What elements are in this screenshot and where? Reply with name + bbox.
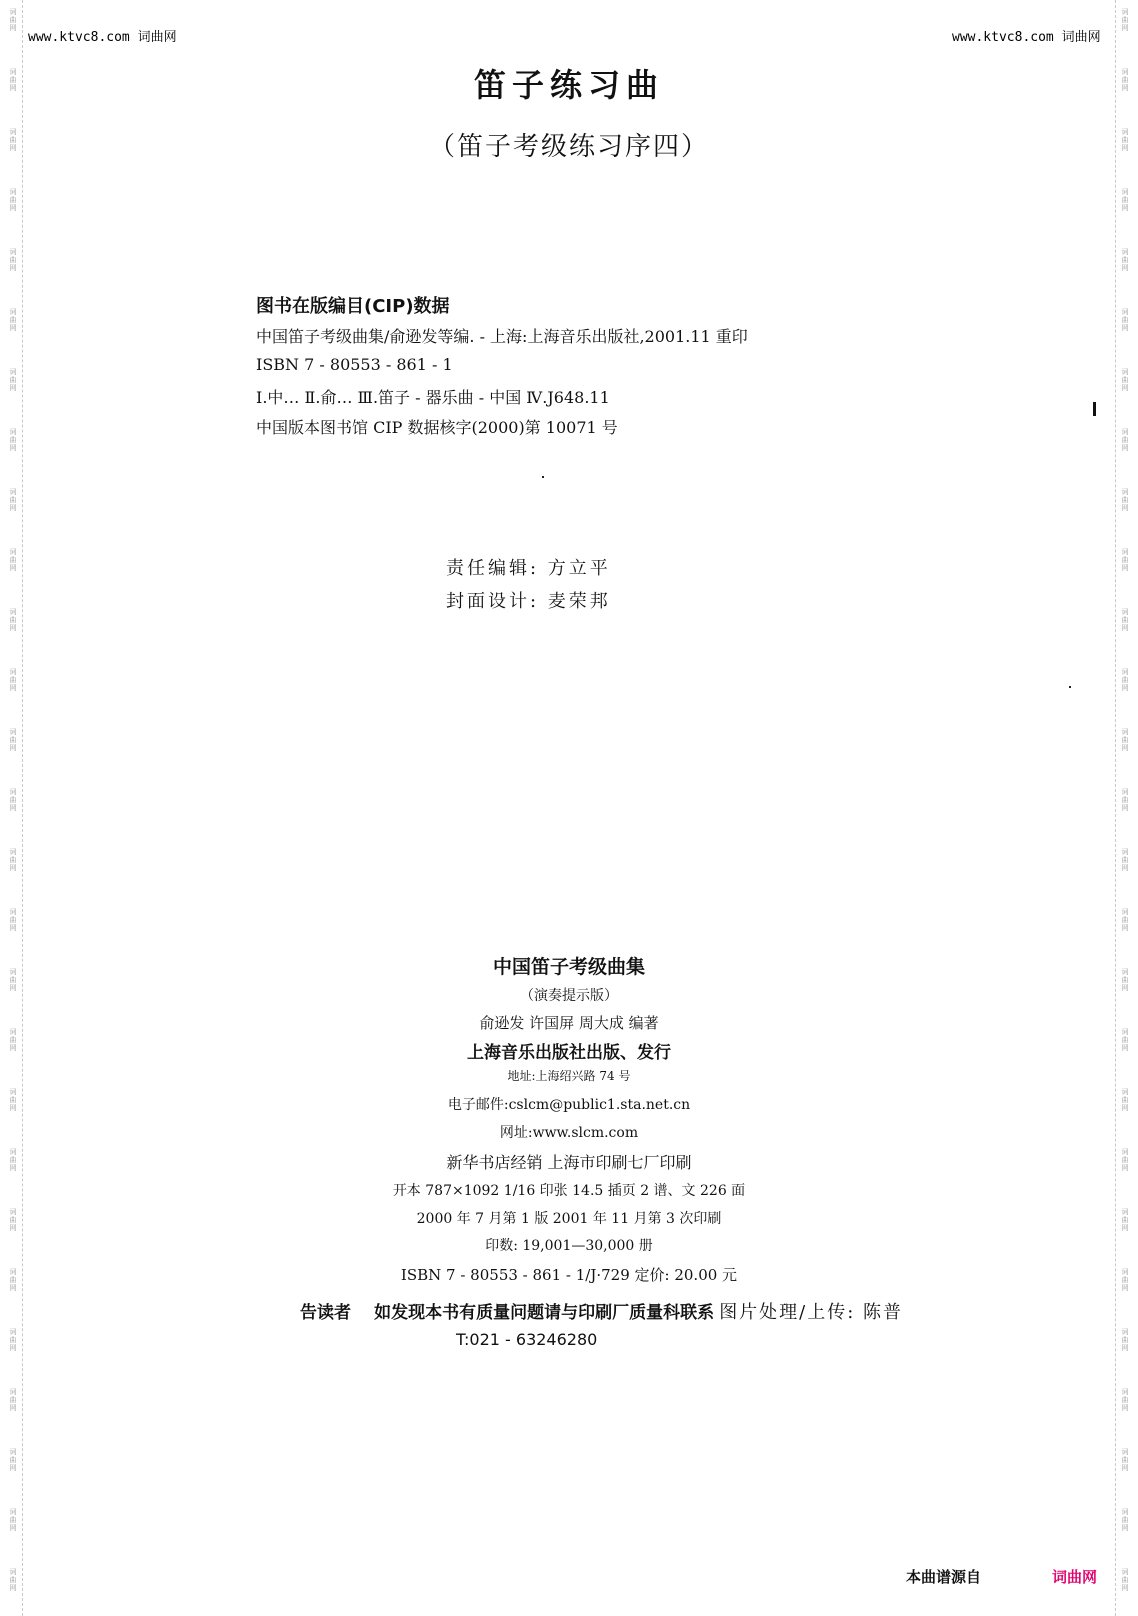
cover-credit: 封面设计: 麦荣邦 [446, 591, 611, 612]
gutter-watermark: 词 曲 网 [9, 728, 17, 752]
gutter-watermark: 词 曲 网 [9, 308, 17, 332]
imprint-address: 地址:上海绍兴路 74 号 [507, 1069, 631, 1083]
gutter-watermark: 词 曲 网 [9, 1208, 17, 1232]
gutter-watermark: 词 曲 网 [9, 848, 17, 872]
notice-uploader: 图片处理/上传: 陈普 [719, 1302, 904, 1323]
imprint-edition: （演奏提示版） [520, 988, 618, 1004]
imprint-distribution: 新华书店经销 上海市印刷七厂印刷 [446, 1153, 692, 1172]
gutter-watermark: 词 曲 网 [1121, 548, 1129, 572]
gutter-watermark: 词 曲 网 [9, 1268, 17, 1292]
gutter-watermark: 词 曲 网 [1121, 1148, 1129, 1172]
gutter-watermark: 词 曲 网 [9, 248, 17, 272]
cip-line: 中国版本图书馆 CIP 数据核字(2000)第 10071 号 [256, 418, 618, 437]
gutter-watermark: 词 曲 网 [1121, 248, 1129, 272]
gutter-watermark: 词 曲 网 [1121, 968, 1129, 992]
cip-line: ISBN 7 - 80553 - 861 - 1 [256, 355, 453, 374]
gutter-watermark: 词 曲 网 [9, 1148, 17, 1172]
imprint-website[interactable]: 网址:www.slcm.com [499, 1125, 639, 1141]
gutter-watermark: 词 曲 网 [9, 188, 17, 212]
gutter-watermark: 词 曲 网 [1121, 488, 1129, 512]
gutter-watermark: 词 曲 网 [9, 128, 17, 152]
gutter-watermark: 词 曲 网 [1121, 1508, 1129, 1532]
gutter-watermark: 词 曲 网 [9, 368, 17, 392]
gutter-watermark: 词 曲 网 [9, 668, 17, 692]
footer-brand-link[interactable]: 词曲网 [1052, 1568, 1098, 1586]
gutter-watermark: 词 曲 网 [1121, 1088, 1129, 1112]
gutter-watermark: 词 曲 网 [1121, 1448, 1129, 1472]
gutter-watermark: 词 曲 网 [9, 8, 17, 32]
cip-heading: 图书在版编目(CIP)数据 [256, 296, 450, 317]
gutter-watermark: 词 曲 网 [1121, 8, 1129, 32]
imprint-email[interactable]: 电子邮件:cslcm@public1.sta.net.cn [447, 1097, 691, 1113]
gutter-watermark: 词 曲 网 [9, 548, 17, 572]
gutter-watermark: 词 曲 网 [1121, 368, 1129, 392]
imprint-authors: 俞逊发 许国屏 周大成 编著 [479, 1014, 659, 1032]
gutter-watermark: 词 曲 网 [9, 1328, 17, 1352]
gutter-watermark: 词 曲 网 [1121, 308, 1129, 332]
gutter-watermark: 词 曲 网 [9, 1088, 17, 1112]
gutter-watermark: 词 曲 网 [1121, 1388, 1129, 1412]
scan-speck [1069, 686, 1071, 688]
gutter-watermark: 词 曲 网 [1121, 1028, 1129, 1052]
gutter-watermark: 词 曲 网 [1121, 1568, 1129, 1592]
gutter-watermark: 词 曲 网 [9, 608, 17, 632]
gutter-watermark: 词 曲 网 [9, 788, 17, 812]
gutter-watermark: 词 曲 网 [9, 1508, 17, 1532]
editor-credit: 责任编辑: 方立平 [446, 558, 611, 579]
imprint-printing: 2000 年 7 月第 1 版 2001 年 11 月第 3 次印刷 [416, 1211, 722, 1227]
cip-line: Ⅰ.中… Ⅱ.俞… Ⅲ.笛子 - 器乐曲 - 中国 Ⅳ.J648.11 [256, 388, 610, 407]
imprint-title: 中国笛子考级曲集 [492, 956, 645, 978]
gutter-watermark: 词 曲 网 [1121, 1328, 1129, 1352]
gutter-watermark: 词 曲 网 [9, 968, 17, 992]
page-title: 笛子练习曲 [473, 66, 664, 104]
gutter-watermark: 词 曲 网 [1121, 668, 1129, 692]
imprint-format: 开本 787×1092 1/16 印张 14.5 插页 2 谱、文 226 面 [392, 1183, 746, 1199]
gutter-watermark: 词 曲 网 [1121, 848, 1129, 872]
imprint-copies: 印数: 19,001—30,000 册 [485, 1238, 653, 1254]
gutter-watermark: 词 曲 网 [9, 1448, 17, 1472]
footer-source-label: 本曲谱源自 [906, 1568, 982, 1586]
gutter-watermark: 词 曲 网 [1121, 428, 1129, 452]
gutter-watermark: 词 曲 网 [9, 488, 17, 512]
gutter-watermark: 词 曲 网 [9, 908, 17, 932]
gutter-watermark: 词 曲 网 [9, 1028, 17, 1052]
gutter-watermark: 词 曲 网 [1121, 68, 1129, 92]
gutter-watermark: 词 曲 网 [1121, 188, 1129, 212]
imprint-publisher: 上海音乐出版社出版、发行 [467, 1043, 671, 1063]
right-gutter [1115, 0, 1134, 1616]
gutter-watermark: 词 曲 网 [1121, 728, 1129, 752]
gutter-watermark: 词 曲 网 [1121, 1208, 1129, 1232]
notice-text: 如发现本书有质量问题请与印刷厂质量科联系 [374, 1303, 715, 1323]
gutter-watermark: 词 曲 网 [1121, 1268, 1129, 1292]
page-subtitle: （笛子考级练习序四） [428, 132, 709, 162]
cip-line: 中国笛子考级曲集/俞逊发等编. - 上海:上海音乐出版社,2001.11 重印 [256, 327, 748, 346]
imprint-isbn-price: ISBN 7 - 80553 - 861 - 1/J·729 定价: 20.00 元 [400, 1266, 738, 1284]
gutter-watermark: 词 曲 网 [1121, 788, 1129, 812]
header-site-right[interactable]: www.ktvc8.com 词曲网 [952, 30, 1101, 45]
gutter-watermark: 词 曲 网 [1121, 908, 1129, 932]
reader-notice [300, 1298, 903, 1324]
gutter-watermark: 词 曲 网 [9, 1388, 17, 1412]
gutter-watermark: 词 曲 网 [1121, 608, 1129, 632]
gutter-watermark: 词 曲 网 [9, 428, 17, 452]
notice-phone: T:021 - 63246280 [456, 1330, 598, 1349]
gutter-watermark: 词 曲 网 [9, 68, 17, 92]
header-site-left[interactable]: www.ktvc8.com 词曲网 [28, 30, 177, 45]
gutter-watermark: 词 曲 网 [1121, 128, 1129, 152]
scan-speck [542, 476, 544, 478]
gutter-watermark: 词 曲 网 [9, 1568, 17, 1592]
scan-mark [1093, 402, 1096, 416]
notice-label: 告读者 [300, 1303, 351, 1323]
left-gutter [4, 0, 23, 1616]
